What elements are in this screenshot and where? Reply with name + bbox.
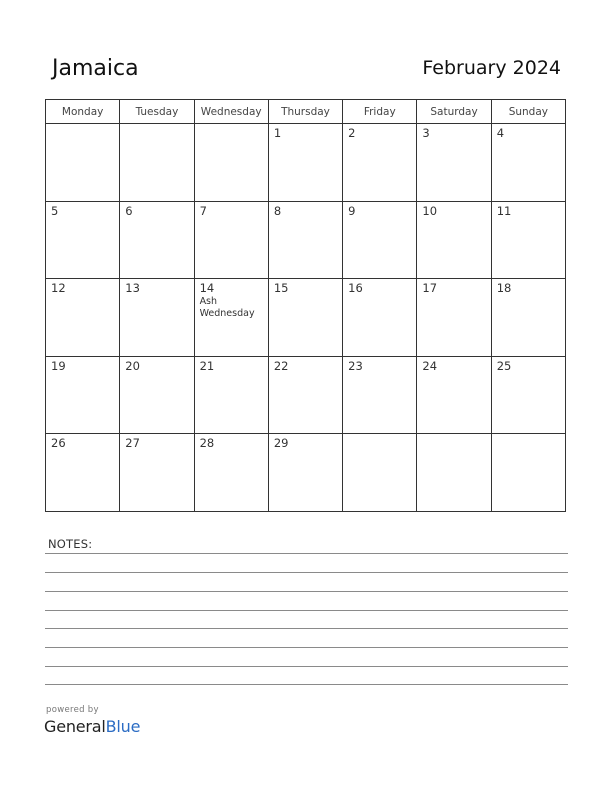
- weekday-monday: Monday: [46, 100, 120, 124]
- day-number: 14: [199, 281, 215, 296]
- day-cell[interactable]: [194, 279, 268, 357]
- day-cell[interactable]: [120, 356, 194, 434]
- day-number: 26: [51, 436, 66, 451]
- day-cell[interactable]: [268, 201, 342, 279]
- day-number: 25: [496, 358, 512, 373]
- week-row: [46, 356, 566, 434]
- day-number: [343, 434, 416, 437]
- powered-by-text: powered by: [46, 705, 99, 715]
- day-number: 16: [348, 281, 363, 296]
- calendar-grid: [45, 99, 566, 512]
- day-cell[interactable]: [46, 124, 120, 202]
- day-number: [195, 124, 268, 127]
- day-cell[interactable]: [46, 356, 120, 434]
- day-cell[interactable]: [417, 279, 491, 357]
- day-number: [120, 124, 193, 127]
- weekday-thursday: Thursday: [268, 100, 342, 124]
- day-number: 11: [496, 203, 512, 218]
- month-title: February 2024: [422, 57, 561, 79]
- day-number: 10: [422, 203, 438, 218]
- day-number: 24: [422, 358, 438, 373]
- notes-line: [45, 684, 568, 685]
- day-number: 5: [51, 203, 59, 218]
- day-cell[interactable]: [120, 201, 194, 279]
- weekday-saturday: Saturday: [417, 100, 491, 124]
- day-number: 27: [125, 436, 140, 451]
- holiday-label: Ash Wednesday: [199, 295, 255, 319]
- week-row: [46, 279, 566, 357]
- day-cell[interactable]: [194, 201, 268, 279]
- weekday-header-row: [46, 100, 566, 124]
- day-cell[interactable]: [268, 356, 342, 434]
- day-cell[interactable]: [46, 434, 120, 512]
- week-row: [46, 201, 566, 279]
- notes-line: [45, 647, 568, 648]
- day-number: 9: [348, 203, 356, 218]
- notes-line: [45, 610, 568, 611]
- day-cell[interactable]: [417, 434, 491, 512]
- day-cell[interactable]: [417, 124, 491, 202]
- notes-line: [45, 553, 568, 554]
- day-number: 17: [422, 281, 438, 296]
- day-number: 4: [496, 126, 505, 140]
- day-number: 28: [199, 436, 215, 451]
- day-number: [492, 434, 565, 437]
- day-cell[interactable]: [343, 201, 417, 279]
- day-number: 20: [125, 358, 140, 373]
- day-number: 1: [273, 126, 282, 140]
- day-cell[interactable]: [46, 201, 120, 279]
- day-cell[interactable]: [491, 201, 565, 279]
- week-row: [46, 124, 566, 202]
- day-number: 12: [51, 281, 66, 296]
- day-cell[interactable]: [194, 434, 268, 512]
- notes-label: NOTES:: [48, 537, 93, 551]
- day-cell[interactable]: [268, 124, 342, 202]
- day-number: 19: [51, 358, 66, 373]
- notes-line: [45, 591, 568, 592]
- weekday-friday: Friday: [343, 100, 417, 124]
- day-cell[interactable]: [343, 434, 417, 512]
- country-title: Jamaica: [52, 56, 139, 81]
- day-cell[interactable]: [194, 356, 268, 434]
- weekday-sunday: Sunday: [491, 100, 565, 124]
- day-cell[interactable]: [491, 124, 565, 202]
- day-cell[interactable]: [343, 124, 417, 202]
- day-cell[interactable]: [491, 434, 565, 512]
- day-number: [46, 124, 119, 127]
- notes-line: [45, 628, 568, 629]
- day-number: 22: [273, 358, 289, 373]
- day-cell[interactable]: [491, 279, 565, 357]
- brand-logo[interactable]: [44, 717, 140, 736]
- day-cell[interactable]: [120, 124, 194, 202]
- day-cell[interactable]: [268, 434, 342, 512]
- brand-general: General: [44, 717, 106, 736]
- week-row: [46, 434, 566, 512]
- day-number: 15: [273, 281, 289, 296]
- day-cell[interactable]: [120, 279, 194, 357]
- day-number: 21: [199, 358, 215, 373]
- day-cell[interactable]: [120, 434, 194, 512]
- day-number: 29: [273, 436, 289, 451]
- weekday-tuesday: Tuesday: [120, 100, 194, 124]
- notes-line: [45, 666, 568, 667]
- day-number: 18: [496, 281, 512, 296]
- day-number: 8: [273, 203, 282, 218]
- day-cell[interactable]: [417, 201, 491, 279]
- day-number: 2: [348, 126, 356, 140]
- weekday-wednesday: Wednesday: [194, 100, 268, 124]
- day-cell[interactable]: [343, 356, 417, 434]
- brand-blue: Blue: [105, 717, 141, 736]
- notes-line: [45, 572, 568, 573]
- day-cell[interactable]: [268, 279, 342, 357]
- day-number: 23: [348, 358, 363, 373]
- day-number: [417, 434, 490, 437]
- day-cell[interactable]: [417, 356, 491, 434]
- day-cell[interactable]: [194, 124, 268, 202]
- day-cell[interactable]: [46, 279, 120, 357]
- day-number: 13: [125, 281, 140, 296]
- day-number: 7: [199, 203, 207, 218]
- day-cell[interactable]: [491, 356, 565, 434]
- day-number: 3: [422, 126, 430, 140]
- day-number: 6: [125, 203, 133, 218]
- day-cell[interactable]: [343, 279, 417, 357]
